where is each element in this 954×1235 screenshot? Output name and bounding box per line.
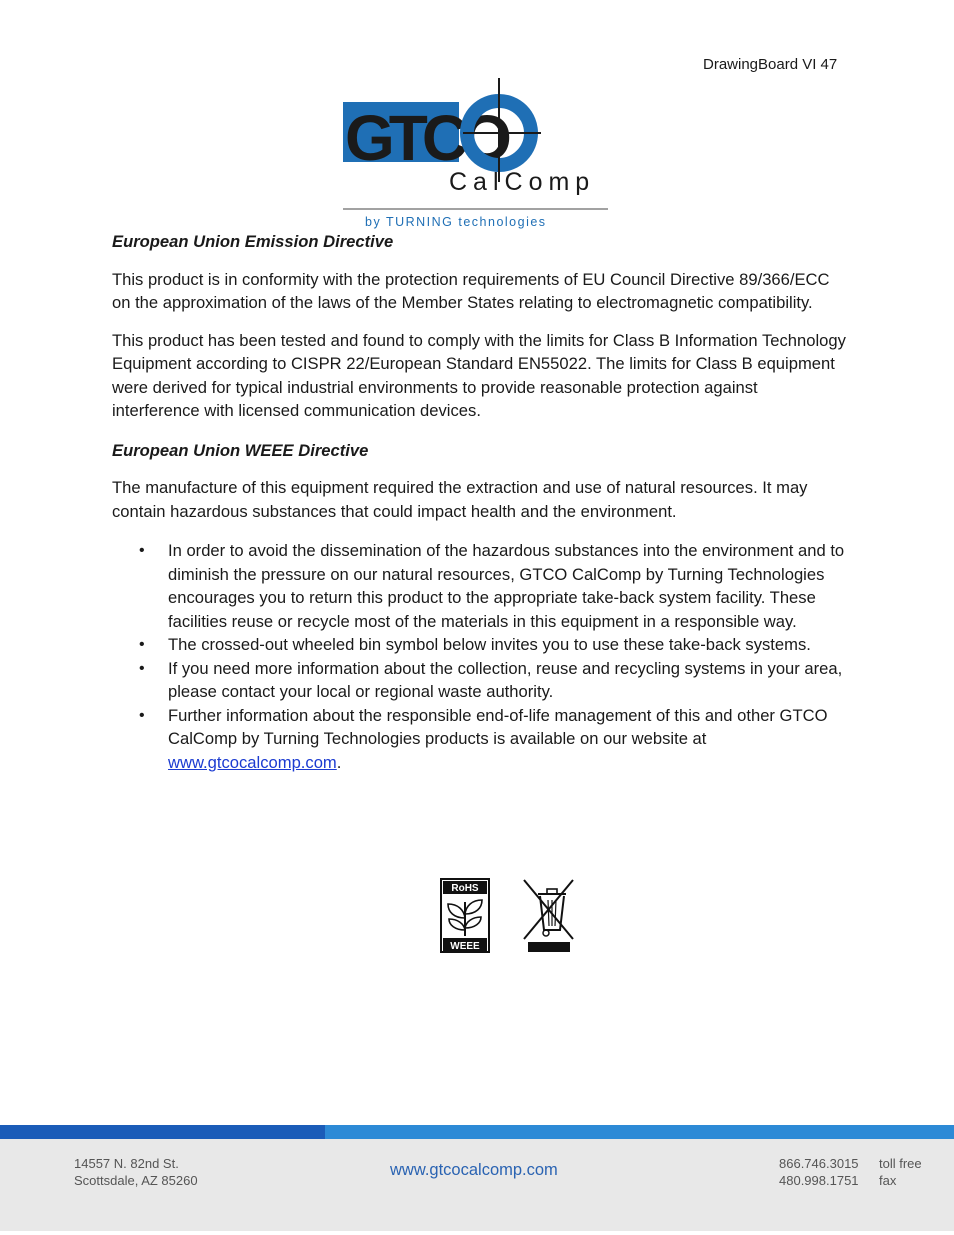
crossed-out-bin-icon <box>524 880 573 952</box>
footer-phone-fax-label: fax <box>879 1173 897 1188</box>
rohs-label: RoHS <box>451 883 479 894</box>
footer-address-line1: 14557 N. 82nd St. <box>74 1156 179 1171</box>
weee-directive-heading: European Union WEEE Directive <box>112 440 369 460</box>
page-header-label: DrawingBoard VI 47 <box>703 56 838 73</box>
emission-paragraph-2: This product has been tested and found to comply with the limits for Class B Information Technology Equipment according to CISPR 22/European Standard EN55022. The limits for Class B equipment were derived for typical industrial environments to provide reasonable protection against interference with licensed communication devices. <box>112 330 846 420</box>
list-item: • If you need more information about the collection, reuse and recycling systems in your area, please contact your local or regional waste authority. <box>168 657 847 704</box>
website-info-suffix: . <box>336 752 342 772</box>
logo-tagline: by TURNING technologies <box>365 215 547 229</box>
logo-secondary-text: CalComp <box>449 168 596 196</box>
footer-phone-tollfree: 866.746.3015 <box>779 1156 859 1171</box>
footer-phone-fax: 480.998.1751 <box>779 1173 859 1188</box>
weee-bullet-list <box>112 539 847 774</box>
list-item: • In order to avoid the dissemination of the hazardous substances into the environment and to diminish the pressure on our natural resources, GTCO CalComp by Turning Technologies encourages you to return this product to the appropriate take-back system facility. These facilities reuse or recycle most of the materials in this equipment in a responsible way. <box>168 539 847 633</box>
weee-label: WEEE <box>450 941 480 952</box>
footer-phones <box>779 1155 939 1189</box>
list-item: • The crossed-out wheeled bin symbol below invites you to use these take-back systems. <box>168 633 847 657</box>
list-item <box>168 704 847 775</box>
footer-address-line2: Scottsdale, AZ 85260 <box>74 1173 198 1188</box>
website-info-text: Further information about the responsible end-of-life management of this and other GTCO CalComp by Turning Technologies products is available on our website at <box>168 705 828 748</box>
gtco-calcomp-logo <box>343 78 613 230</box>
compliance-symbols <box>440 878 580 954</box>
footer-stripe <box>0 1125 954 1139</box>
rohs-weee-icon <box>441 879 489 952</box>
footer-phone-tollfree-label: toll free <box>879 1156 922 1171</box>
directive-content <box>112 230 847 774</box>
footer-address <box>74 1155 198 1189</box>
footer-website: www.gtcocalcomp.com <box>390 1161 558 1179</box>
page-footer <box>0 1139 954 1231</box>
logo-primary-text: GTCO <box>345 102 506 174</box>
weee-paragraph: The manufacture of this equipment required the extraction and use of natural resources. It may contain hazardous substances that could impact health and the environment. <box>112 478 808 521</box>
emission-paragraph-1: This product is in conformity with the protection requirements of EU Council Directive 89/366/ECC on the approximation of the laws of the Member States relating to electromagnetic compatibility. <box>112 269 830 312</box>
emission-directive-heading: European Union Emission Directive <box>112 232 394 251</box>
footer-stripe-dark <box>0 1125 325 1139</box>
website-link[interactable]: www.gtcocalcomp.com <box>168 752 337 772</box>
footer-stripe-light <box>325 1125 954 1139</box>
